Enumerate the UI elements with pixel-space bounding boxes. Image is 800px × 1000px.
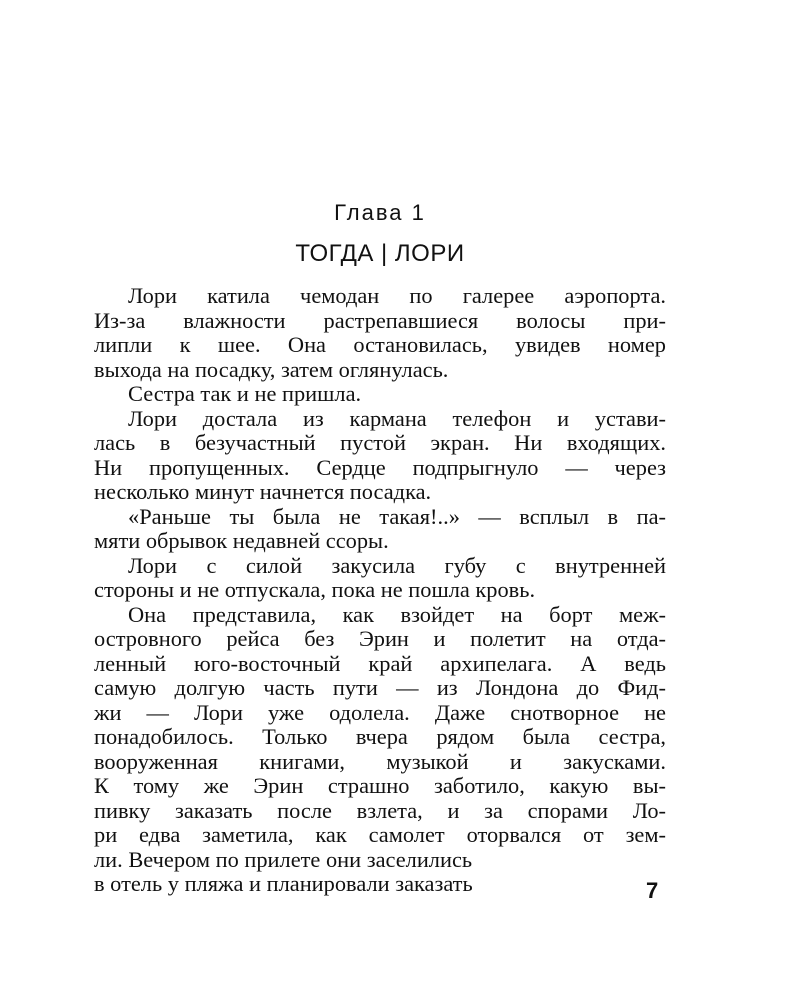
- chapter-number: Глава 1: [334, 200, 426, 225]
- text-line: несколько минут начнется посадка.: [94, 479, 432, 504]
- text-line: островного рейса без Эрин и полетит на отда-: [94, 626, 666, 651]
- text-line: Лори достала из кармана телефон и устави-: [128, 405, 666, 431]
- text-line: понадобилось. Только вчера рядом была сестра,: [94, 724, 666, 749]
- text-line: стороны и не отпускала, пока не пошла кровь.: [94, 577, 536, 602]
- text-line: вооруженная книгами, музыкой и закусками.: [94, 748, 666, 774]
- chapter-body-text: [94, 284, 666, 897]
- text-line: К тому же Эрин страшно заботило, какую вы-: [94, 773, 666, 798]
- text-line: Она представила, как взойдет на борт меж-: [128, 601, 666, 627]
- text-line: жи — Лори уже одолела. Даже снотворное не: [94, 699, 666, 725]
- text-line: Сестра так и не пришла.: [128, 381, 362, 406]
- page-number: 7: [646, 878, 659, 903]
- text-line: мяти обрывок недавней ссоры.: [94, 528, 389, 553]
- text-line: Ни пропущенных. Сердце подпрыгнуло — через: [94, 454, 666, 480]
- text-line: липли к шее. Она остановилась, увидев номер: [94, 332, 666, 357]
- text-line: ленный юго-восточный край архипелага. А ведь: [94, 650, 666, 676]
- text-line: выхода на посадку, затем оглянулась.: [94, 356, 449, 382]
- text-line: «Раньше ты была не такая!..» — всплыл в па-: [128, 503, 666, 529]
- text-line: Из-за влажности растрепавшиеся волосы при-: [94, 307, 666, 333]
- chapter-title: ТОГДА | ЛОРИ: [295, 240, 465, 267]
- text-line: в отель у пляжа и планировали заказать: [94, 871, 473, 896]
- text-line: ли. Вечером по прилете они заселились: [94, 846, 473, 872]
- text-line: лась в безучастный пустой экран. Ни входящих.: [94, 430, 666, 455]
- text-line: Лори катила чемодан по галерее аэропорта.: [128, 283, 666, 308]
- text-line: Лори с силой закусила губу с внутренней: [128, 552, 666, 578]
- text-line: пивку заказать после взлета, и за спорами Ло-: [94, 797, 666, 823]
- text-line: самую долгую часть пути — из Лондона до Фид-: [94, 675, 666, 700]
- text-line: ри едва заметила, как самолет оторвался от зем-: [94, 822, 666, 847]
